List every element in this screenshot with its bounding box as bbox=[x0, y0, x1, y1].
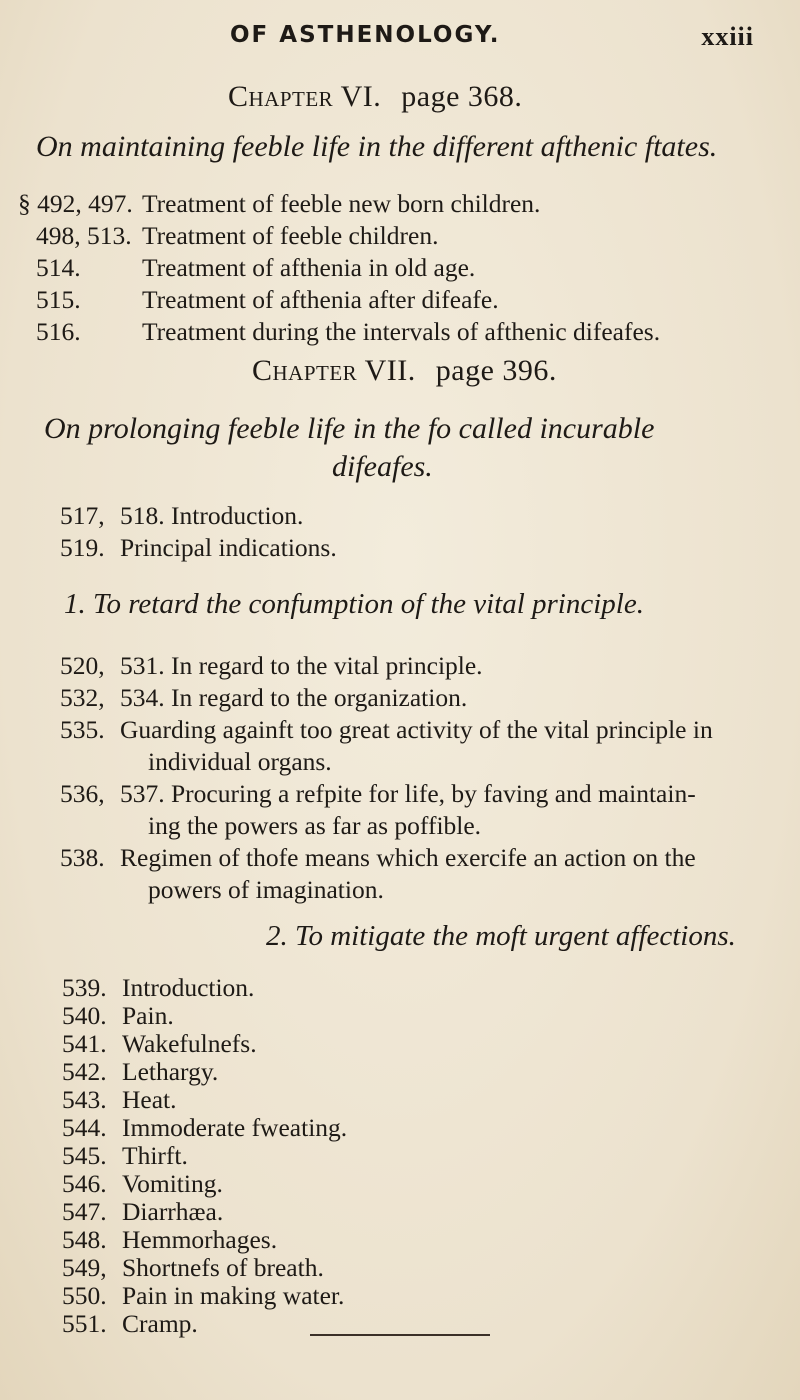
entry-text: Treatment of feeble children. bbox=[142, 221, 439, 250]
entry-number: 517, bbox=[60, 501, 105, 530]
entry-number: 535. bbox=[60, 715, 105, 744]
chapter-7-page-ref: page 396. bbox=[435, 354, 557, 387]
entry-text: Treatment of feeble new born children. bbox=[142, 189, 541, 218]
entry-text: Treatment of afthenia after difeafe. bbox=[142, 285, 499, 314]
entry-number: 545. bbox=[62, 1141, 107, 1170]
entry-text-continuation: ing the powers as far as poffible. bbox=[148, 811, 482, 840]
section-1-heading: 1. To retard the confumption of the vital principle. bbox=[64, 588, 644, 620]
entry-number: 547. bbox=[62, 1197, 107, 1226]
entry-number: 548. bbox=[62, 1225, 107, 1254]
chapter-7-subtitle-line1: On prolonging feeble life in the fo called incurable bbox=[44, 412, 655, 445]
entry-number: 540. bbox=[62, 1001, 107, 1030]
running-head-title: OF ASTHENOLOGY. bbox=[230, 22, 501, 48]
entry-text: Treatment of afthenia in old age. bbox=[142, 253, 476, 282]
chapter-7-heading bbox=[252, 354, 557, 388]
entry-number: 550. bbox=[62, 1281, 107, 1310]
entry-number: 543. bbox=[62, 1085, 107, 1114]
entry-text: Principal indications. bbox=[120, 533, 337, 562]
entry-text: Regimen of thofe means which exercife an action on the bbox=[120, 843, 696, 872]
entry-text: 518. Introduction. bbox=[120, 501, 304, 530]
section-2-heading: 2. To mitigate the moft urgent affections. bbox=[266, 920, 736, 952]
entry-text: Immoderate fweating. bbox=[122, 1113, 348, 1142]
entry-number: 539. bbox=[62, 973, 107, 1002]
entry-number: 544. bbox=[62, 1113, 107, 1142]
entry-number: 515. bbox=[36, 285, 81, 314]
entry-number: 536, bbox=[60, 779, 105, 808]
entry-text: Shortnefs of breath. bbox=[122, 1253, 324, 1282]
page-number: xxiii bbox=[701, 22, 754, 51]
chapter-6-subtitle: On maintaining feeble life in the different afthenic ftates. bbox=[36, 130, 718, 163]
entry-text: 537. Procuring a refpite for life, by faving and maintain- bbox=[120, 779, 696, 808]
entry-number: 519. bbox=[60, 533, 105, 562]
entry-number: 514. bbox=[36, 253, 81, 282]
entry-number: 538. bbox=[60, 843, 105, 872]
entry-text: Pain. bbox=[122, 1001, 174, 1030]
entry-text-continuation: powers of imagination. bbox=[148, 875, 384, 904]
entry-number: 520, bbox=[60, 651, 105, 680]
entry-text: Introduction. bbox=[122, 973, 255, 1002]
closing-rule bbox=[310, 1334, 490, 1336]
chapter-7-subtitle-line2: difeafes. bbox=[332, 450, 433, 483]
entry-text: Diarrhæa. bbox=[122, 1197, 224, 1226]
entry-number: 542. bbox=[62, 1057, 107, 1086]
chapter-7-title: Chapter VII. bbox=[252, 354, 416, 387]
entry-number: 551. bbox=[62, 1309, 107, 1338]
entry-text: 531. In regard to the vital principle. bbox=[120, 651, 483, 680]
chapter-6-page-ref: page 368. bbox=[401, 80, 523, 113]
entry-number: § 492, 497. bbox=[18, 189, 133, 218]
entry-number: 546. bbox=[62, 1169, 107, 1198]
chapter-6-heading bbox=[228, 80, 522, 114]
entry-text: Cramp. bbox=[122, 1309, 198, 1338]
entry-number: 549, bbox=[62, 1253, 107, 1282]
entry-text: 534. In regard to the organization. bbox=[120, 683, 468, 712]
entry-number: 516. bbox=[36, 317, 81, 346]
entry-text: Vomiting. bbox=[122, 1169, 223, 1198]
entry-text: Wakefulnefs. bbox=[122, 1029, 257, 1058]
entry-number: 498, 513. bbox=[36, 221, 132, 250]
entry-text: Heat. bbox=[122, 1085, 177, 1114]
entry-text: Treatment during the intervals of afthenic difeafes. bbox=[142, 317, 661, 346]
entry-number: 541. bbox=[62, 1029, 107, 1058]
entry-text: Pain in making water. bbox=[122, 1281, 345, 1310]
entry-text-continuation: individual organs. bbox=[148, 747, 332, 776]
entry-number: 532, bbox=[60, 683, 105, 712]
entry-text: Thirft. bbox=[122, 1141, 188, 1170]
chapter-6-title: Chapter VI. bbox=[228, 80, 382, 113]
entry-text: Lethargy. bbox=[122, 1057, 219, 1086]
entry-text: Guarding againft too great activity of the vital principle in bbox=[120, 715, 713, 744]
entry-text: Hemmorhages. bbox=[122, 1225, 278, 1254]
running-head bbox=[230, 22, 770, 52]
